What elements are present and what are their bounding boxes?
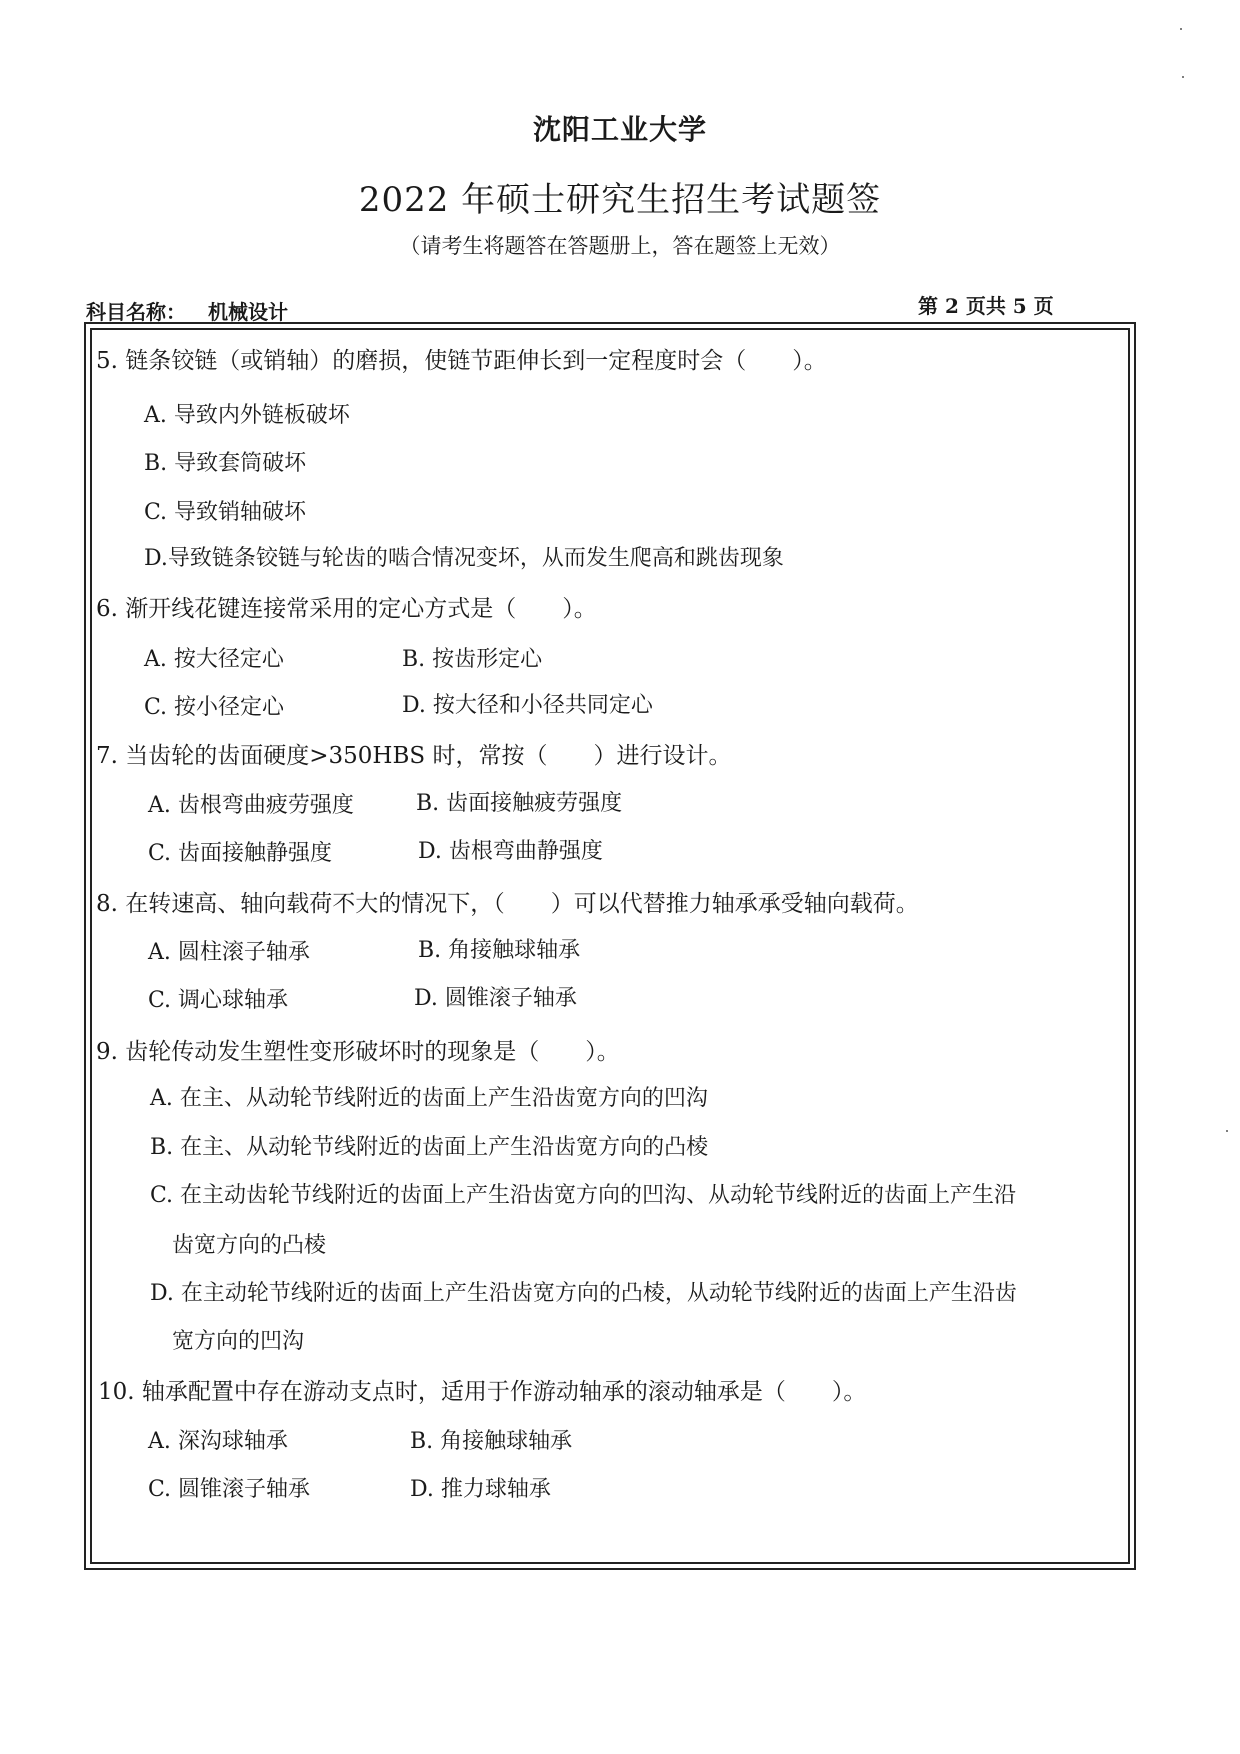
question-9-option-b: B. 在主、从动轮节线附近的齿面上产生沿齿宽方向的凸棱 <box>150 1135 709 1160</box>
question-5-option-a: A. 导致内外链板破坏 <box>144 403 350 428</box>
question-5-option-b: B. 导致套筒破坏 <box>144 451 307 476</box>
question-5-option-d: D.导致链条铰链与轮齿的啮合情况变坏，从而发生爬高和跳齿现象 <box>144 546 784 571</box>
question-9-option-c-continued: 齿宽方向的凸棱 <box>172 1233 327 1258</box>
page-info: 第 2 页共 5 页 <box>918 294 1054 318</box>
question-7-stem: 7. 当齿轮的齿面硬度>350HBS 时，常按（ ）进行设计。 <box>96 743 732 769</box>
question-8-option-d: D. 圆锥滚子轴承 <box>414 986 577 1011</box>
question-8-option-b: B. 角接触球轴承 <box>418 938 581 963</box>
question-8-option-c: C. 调心球轴承 <box>148 988 289 1013</box>
question-7-option-a: A. 齿根弯曲疲劳强度 <box>148 793 354 818</box>
question-7-option-d: D. 齿根弯曲静强度 <box>418 839 603 864</box>
question-10-option-d: D. 推力球轴承 <box>410 1477 551 1502</box>
subject-value: 机械设计 <box>208 300 288 324</box>
question-5-option-c: C. 导致销轴破坏 <box>144 500 307 525</box>
question-8-stem: 8. 在转速高、轴向载荷不大的情况下，（ ）可以代替推力轴承承受轴向载荷。 <box>96 891 919 917</box>
question-6-option-b: B. 按齿形定心 <box>402 647 543 672</box>
question-10-stem: 10. 轴承配置中存在游动支点时，适用于作游动轴承的滚动轴承是（ ）。 <box>98 1379 867 1405</box>
subject-row <box>86 296 288 325</box>
question-10-option-a: A. 深沟球轴承 <box>148 1429 288 1454</box>
question-6-option-a: A. 按大径定心 <box>144 647 284 672</box>
scan-speck <box>1180 28 1182 30</box>
university-name: 沈阳工业大学 <box>532 113 707 146</box>
scan-speck <box>1226 1130 1228 1132</box>
question-7-option-b: B. 齿面接触疲劳强度 <box>416 791 623 816</box>
question-9-option-c: C. 在主动齿轮节线附近的齿面上产生沿齿宽方向的凹沟、从动轮节线附近的齿面上产生沿 <box>150 1183 1017 1208</box>
question-6-stem: 6. 渐开线花键连接常采用的定心方式是（ ）。 <box>96 596 597 622</box>
question-10-option-c: C. 圆锥滚子轴承 <box>148 1477 311 1502</box>
exam-title: 2022 年硕士研究生招生考试题签 <box>358 180 882 220</box>
question-9-stem: 9. 齿轮传动发生塑性变形破坏时的现象是（ ）。 <box>96 1039 620 1065</box>
scan-speck <box>1182 76 1184 78</box>
question-7-option-c: C. 齿面接触静强度 <box>148 841 333 866</box>
question-8-option-a: A. 圆柱滚子轴承 <box>148 940 310 965</box>
subject-label: 科目名称： <box>86 300 186 324</box>
question-9-option-d-continued: 宽方向的凹沟 <box>172 1329 305 1354</box>
question-9-option-d: D. 在主动轮节线附近的齿面上产生沿齿宽方向的凸棱，从动轮节线附近的齿面上产生沿齿 <box>150 1281 1017 1306</box>
question-5-stem: 5. 链条铰链（或销轴）的磨损，使链节距伸长到一定程度时会（ ）。 <box>96 348 827 374</box>
exam-instruction: （请考生将题答在答题册上，答在题签上无效） <box>399 234 841 258</box>
question-6-option-d: D. 按大径和小径共同定心 <box>402 693 653 718</box>
question-9-option-a: A. 在主、从动轮节线附近的齿面上产生沿齿宽方向的凹沟 <box>150 1086 708 1111</box>
question-10-option-b: B. 角接触球轴承 <box>410 1429 573 1454</box>
question-6-option-c: C. 按小径定心 <box>144 695 285 720</box>
